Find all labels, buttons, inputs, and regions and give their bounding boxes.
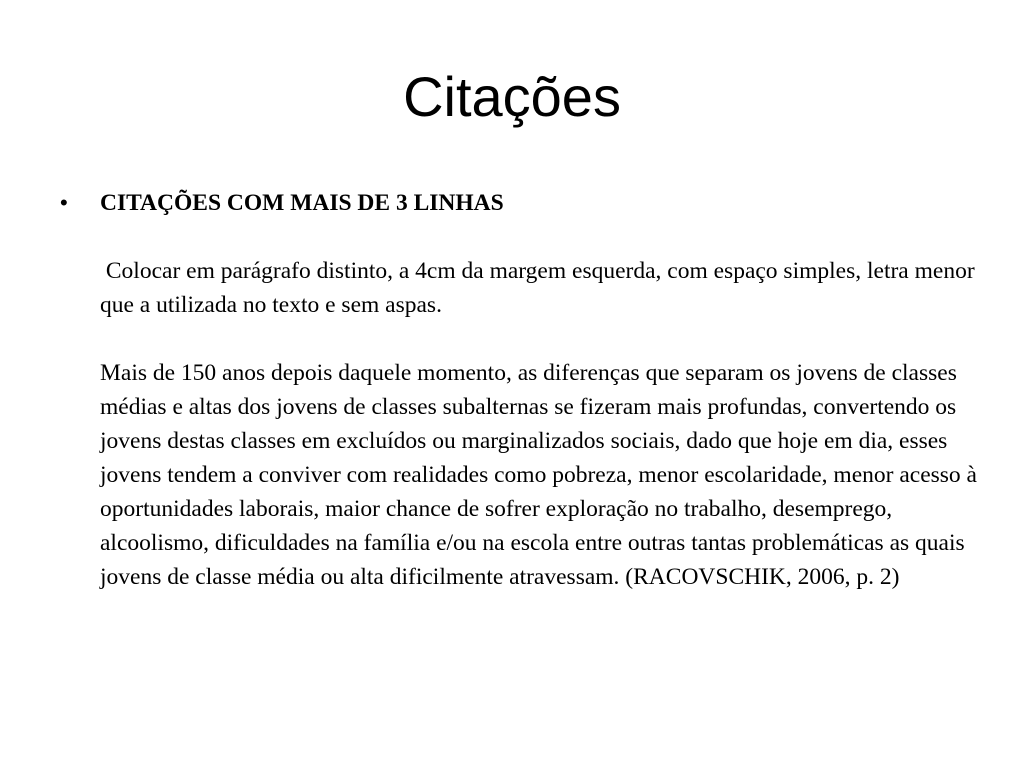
slide-title: Citações — [403, 65, 621, 128]
bullet-body — [100, 186, 980, 594]
bullet-icon: • — [60, 190, 68, 215]
bullet-item — [60, 186, 980, 594]
slide-content — [60, 186, 980, 594]
quote-paragraph: Mais de 150 anos depois daquele momento, as diferenças que separam os jovens de classes médias e altas dos jovens de classes subalternas se fizeram mais profundas, convertendo os jovens destas classes em excluídos ou marginalizados sociais, dado que hoje em dia, esses jovens tendem a conviver com realidades como pobreza, menor escolaridade, menor acesso à oportunidades laborais, maior chance de sofrer exploração no trabalho, desemprego, alcoolismo, dificuldades na família e/ou na escola entre outras tantas problemáticas as quais jovens de classe média ou alta dificilmente atravessam. (RACOVSCHIK, 2006, p. 2) — [100, 360, 977, 590]
instruction-paragraph: Colocar em parágrafo distinto, a 4cm da margem esquerda, com espaço simples, letra menor que a utilizada no texto e sem aspas. — [100, 258, 981, 318]
section-heading: CITAÇÕES COM MAIS DE 3 LINHAS — [100, 190, 504, 216]
